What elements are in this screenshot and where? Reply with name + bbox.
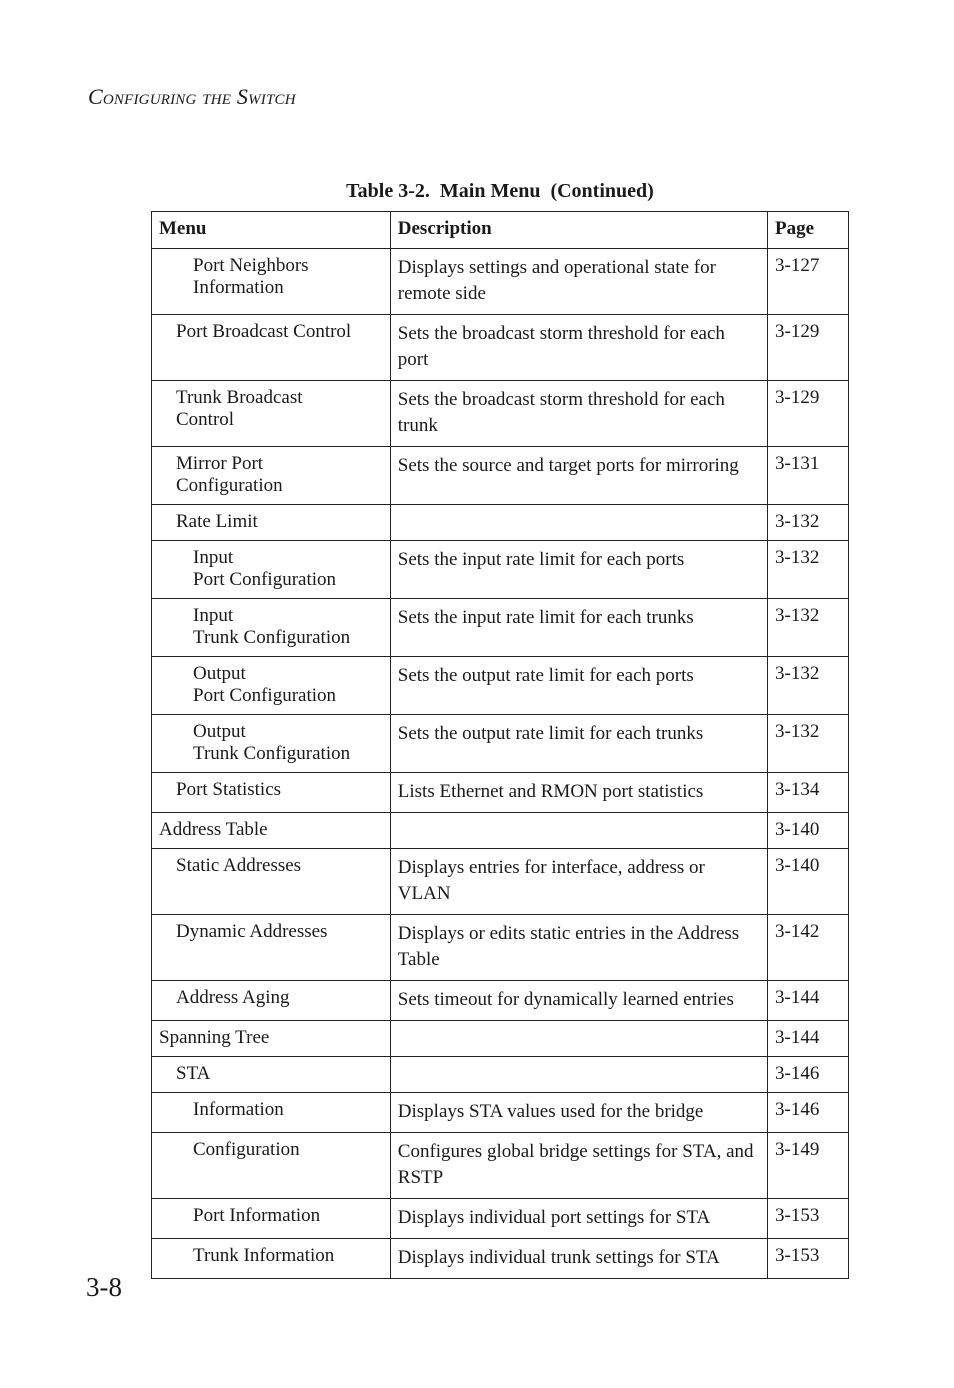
page-cell: 3-132 [768, 715, 849, 773]
table-row [152, 1133, 849, 1199]
menu-item-label: STA [176, 1063, 211, 1084]
page-cell: 3-144 [768, 1021, 849, 1057]
menu-cell [152, 249, 391, 315]
description-cell [390, 1021, 767, 1057]
page-cell: 3-129 [768, 315, 849, 381]
page-cell: 3-134 [768, 773, 849, 813]
table-row [152, 315, 849, 381]
table-row [152, 249, 849, 315]
running-head: Configuring the Switch [88, 84, 296, 109]
menu-cell [152, 1239, 391, 1279]
menu-item-label: Trunk Broadcast Control [176, 387, 303, 430]
table-row [152, 599, 849, 657]
menu-cell [152, 915, 391, 981]
description-cell: Sets timeout for dynamically learned entries [390, 981, 767, 1021]
table-row [152, 657, 849, 715]
table-row [152, 1021, 849, 1057]
menu-cell [152, 599, 391, 657]
menu-item-label: Port Broadcast Control [176, 321, 352, 342]
menu-item-label: Port Neighbors Information [193, 255, 309, 298]
table-header-row [152, 212, 849, 249]
menu-item-label: Port Statistics [176, 779, 282, 800]
menu-cell [152, 715, 391, 773]
menu-item-label: Mirror Port Configuration [176, 453, 283, 496]
menu-item-label: Output Trunk Configuration [193, 721, 351, 764]
menu-item-label: Output Port Configuration [193, 663, 337, 706]
menu-item-label: Port Information [193, 1205, 321, 1226]
description-cell: Displays settings and operational state for remote side [390, 249, 767, 315]
page-cell: 3-140 [768, 813, 849, 849]
menu-cell [152, 381, 391, 447]
page-cell: 3-153 [768, 1239, 849, 1279]
menu-item-label: Input Port Configuration [193, 547, 337, 590]
menu-cell [152, 505, 391, 541]
menu-item-label: Configuration [193, 1139, 300, 1160]
description-cell: Sets the input rate limit for each ports [390, 541, 767, 599]
table-row [152, 981, 849, 1021]
menu-item-label: Address Table [159, 819, 268, 840]
table-row [152, 1057, 849, 1093]
page-cell: 3-131 [768, 447, 849, 505]
column-header-page: Page [768, 212, 849, 249]
menu-cell [152, 657, 391, 715]
table-row [152, 1239, 849, 1279]
page-cell: 3-142 [768, 915, 849, 981]
menu-cell [152, 813, 391, 849]
description-cell: Displays or edits static entries in the Address Table [390, 915, 767, 981]
table-row [152, 541, 849, 599]
menu-cell [152, 1021, 391, 1057]
page-cell: 3-146 [768, 1057, 849, 1093]
description-cell [390, 505, 767, 541]
menu-item-label: Rate Limit [176, 511, 258, 532]
description-cell: Configures global bridge settings for STA, and RSTP [390, 1133, 767, 1199]
description-cell [390, 813, 767, 849]
menu-item-label: Information [193, 1099, 284, 1120]
description-cell: Sets the broadcast storm threshold for each trunk [390, 381, 767, 447]
page-number: 3-8 [86, 1272, 122, 1302]
page-cell: 3-144 [768, 981, 849, 1021]
description-cell: Sets the output rate limit for each trunks [390, 715, 767, 773]
table-caption: Table 3-2. Main Menu (Continued) [346, 180, 654, 202]
table-row [152, 381, 849, 447]
menu-cell [152, 1133, 391, 1199]
page-cell: 3-132 [768, 541, 849, 599]
column-header-menu: Menu [152, 212, 391, 249]
table-row [152, 849, 849, 915]
menu-item-label: Dynamic Addresses [176, 921, 328, 942]
page-cell: 3-132 [768, 657, 849, 715]
table-body [152, 249, 849, 1279]
page-cell: 3-149 [768, 1133, 849, 1199]
description-cell: Lists Ethernet and RMON port statistics [390, 773, 767, 813]
menu-cell [152, 1057, 391, 1093]
menu-cell [152, 541, 391, 599]
description-cell: Displays entries for interface, address or VLAN [390, 849, 767, 915]
table-row [152, 773, 849, 813]
description-cell: Displays individual port settings for STA [390, 1199, 767, 1239]
menu-cell [152, 447, 391, 505]
main-menu-table [151, 211, 849, 1279]
page-cell: 3-129 [768, 381, 849, 447]
description-cell [390, 1057, 767, 1093]
page-cell: 3-140 [768, 849, 849, 915]
page-cell: 3-132 [768, 599, 849, 657]
menu-item-label: Static Addresses [176, 855, 302, 876]
description-cell: Sets the source and target ports for mirroring [390, 447, 767, 505]
table-row [152, 915, 849, 981]
page-cell: 3-146 [768, 1093, 849, 1133]
table-row [152, 813, 849, 849]
menu-item-label: Spanning Tree [159, 1027, 270, 1048]
menu-cell [152, 1199, 391, 1239]
page-cell: 3-132 [768, 505, 849, 541]
menu-cell [152, 315, 391, 381]
column-header-description: Description [390, 212, 767, 249]
description-cell: Sets the broadcast storm threshold for each port [390, 315, 767, 381]
description-cell: Sets the input rate limit for each trunks [390, 599, 767, 657]
menu-cell [152, 981, 391, 1021]
page-cell: 3-153 [768, 1199, 849, 1239]
table-row [152, 1093, 849, 1133]
menu-cell [152, 1093, 391, 1133]
table-row [152, 715, 849, 773]
menu-item-label: Trunk Information [193, 1245, 335, 1266]
table-row [152, 505, 849, 541]
menu-item-label: Input Trunk Configuration [193, 605, 351, 648]
menu-cell [152, 849, 391, 915]
description-cell: Sets the output rate limit for each ports [390, 657, 767, 715]
table-row [152, 447, 849, 505]
menu-cell [152, 773, 391, 813]
page-cell: 3-127 [768, 249, 849, 315]
table-row [152, 1199, 849, 1239]
description-cell: Displays STA values used for the bridge [390, 1093, 767, 1133]
description-cell: Displays individual trunk settings for STA [390, 1239, 767, 1279]
menu-item-label: Address Aging [176, 987, 290, 1008]
